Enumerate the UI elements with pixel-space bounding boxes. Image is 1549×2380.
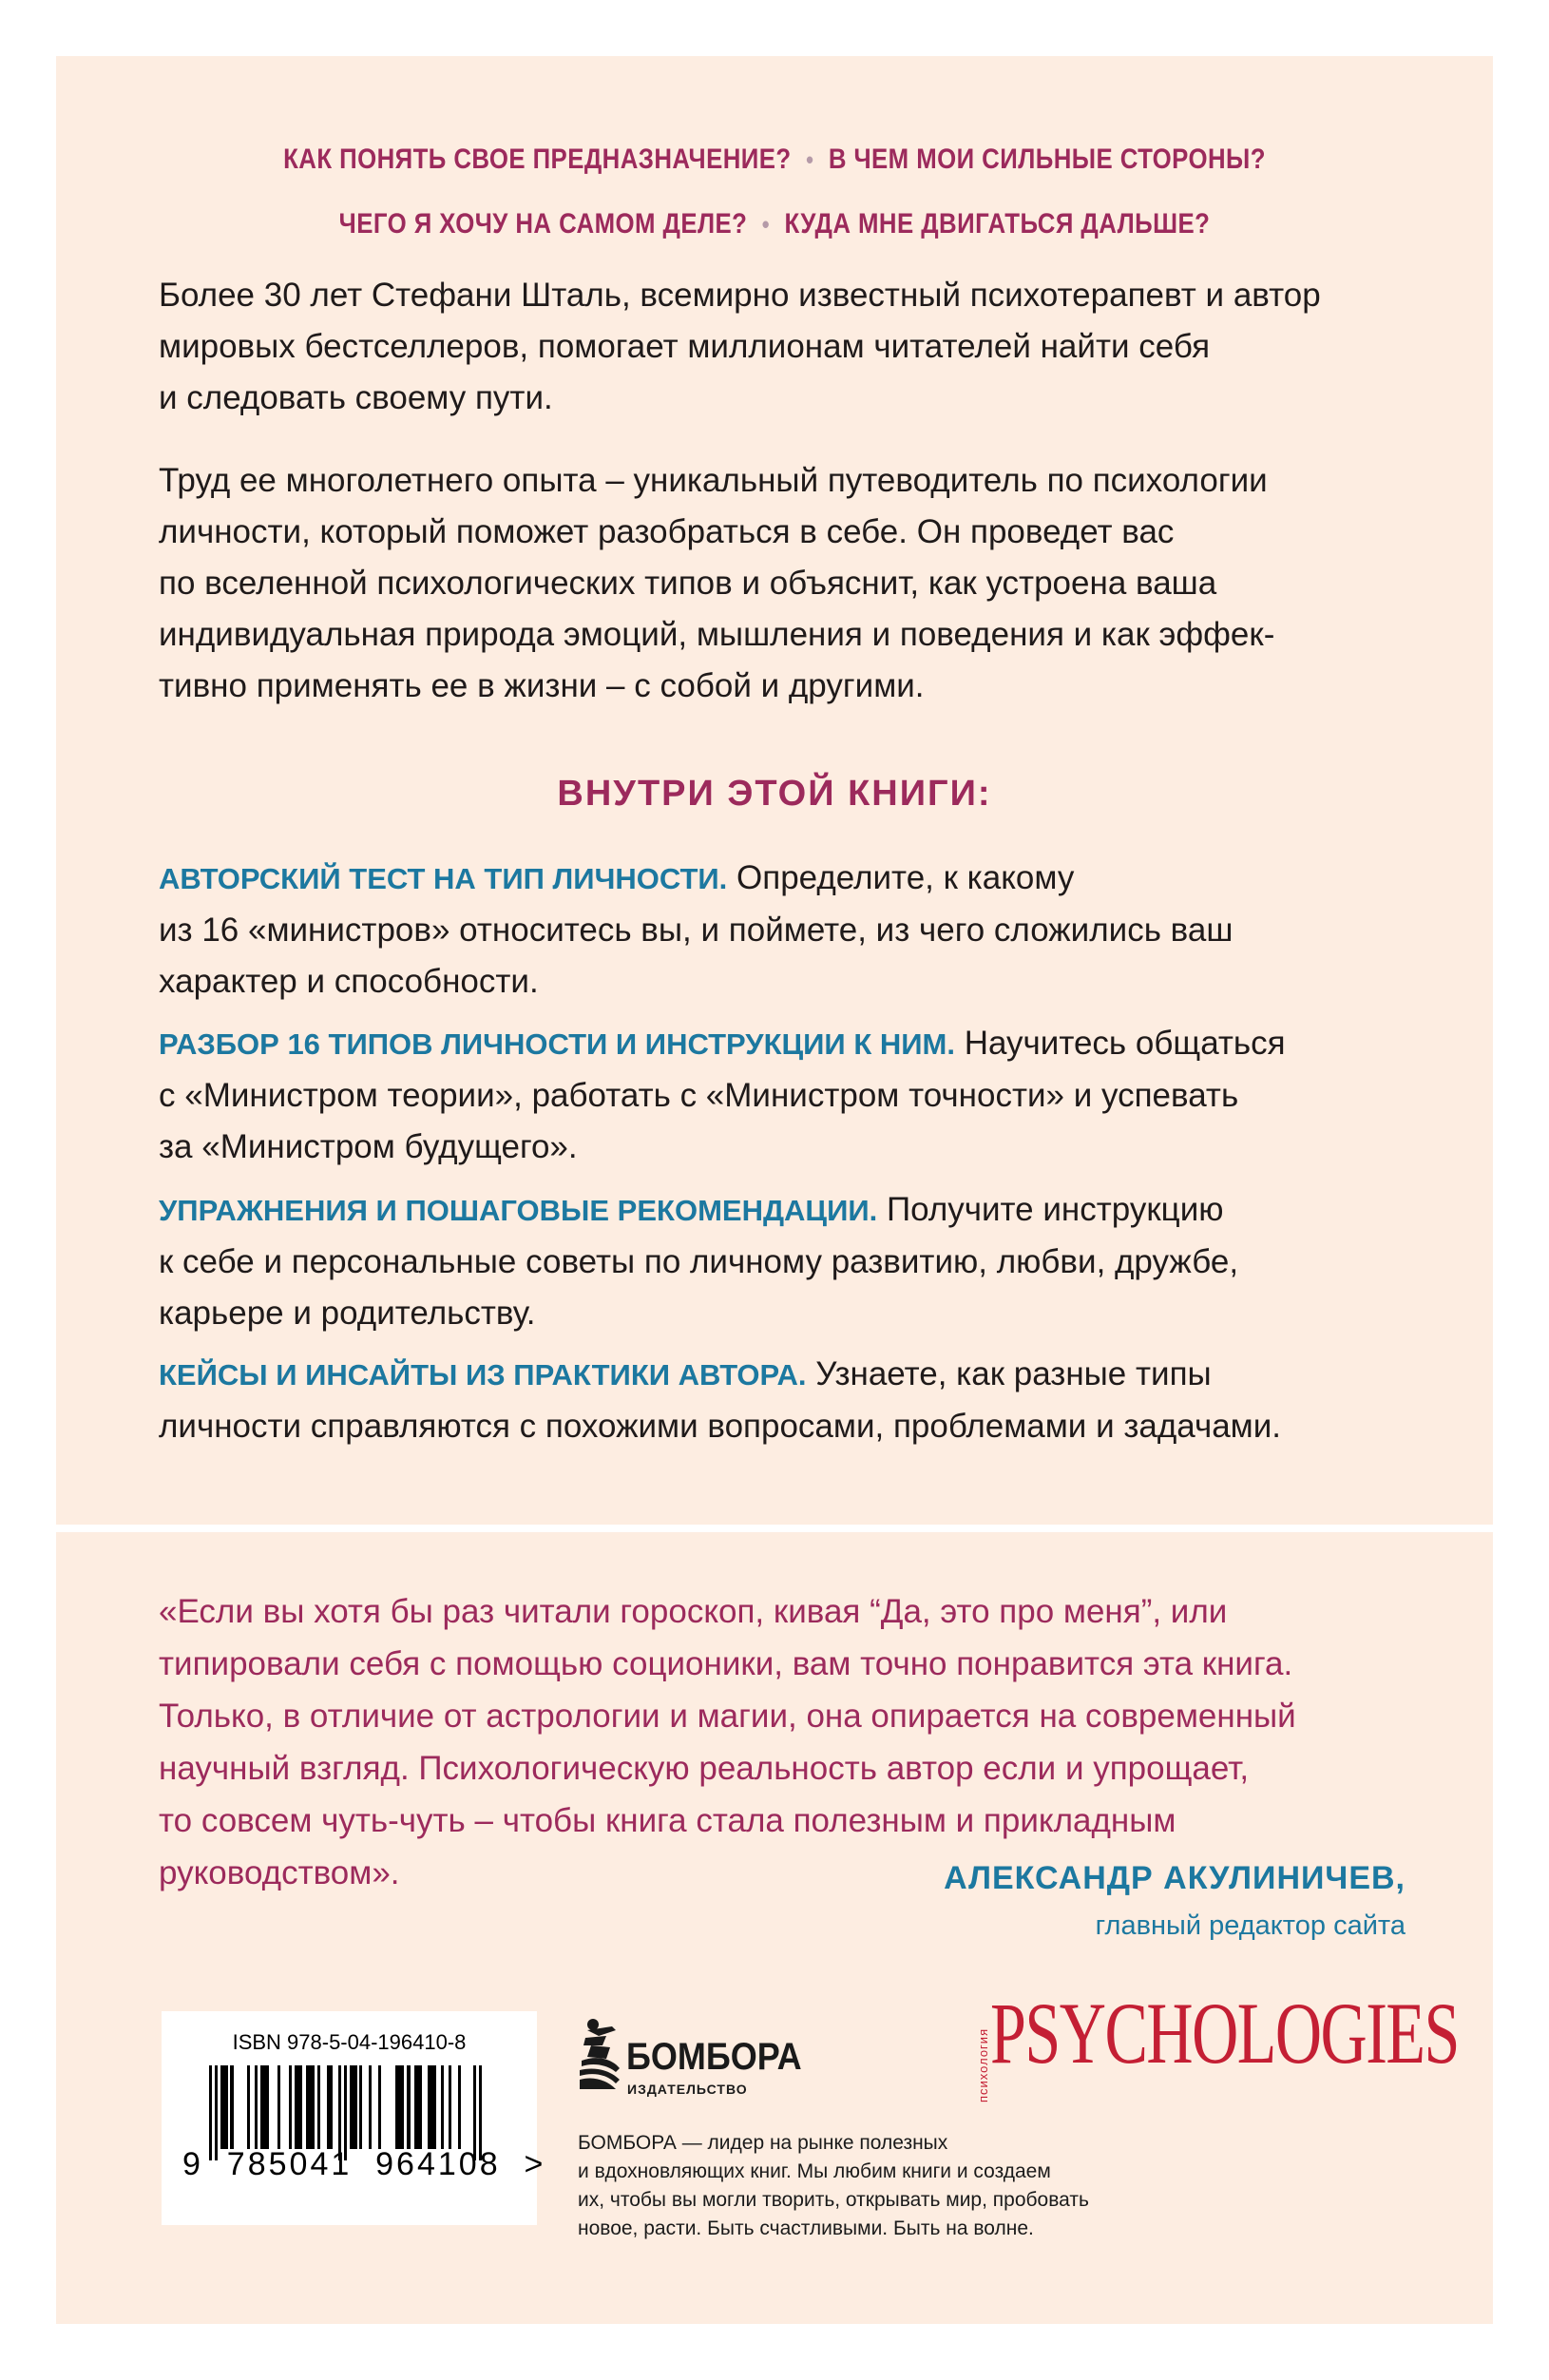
question-wants: ЧЕГО Я ХОЧУ НА САМОМ ДЕЛЕ? bbox=[338, 208, 748, 240]
text-line: БОМБОРА — лидер на рынке полезных bbox=[578, 2132, 948, 2154]
feature-personality-test bbox=[159, 853, 1451, 1008]
text-line: характер и способности. bbox=[159, 963, 539, 1000]
separator-dot: • bbox=[806, 145, 814, 174]
isbn-number: ISBN 978-5-04-196410-8 bbox=[232, 2030, 467, 2054]
book-back-cover-bottom-panel bbox=[56, 1532, 1493, 2324]
feature-lead: АВТОРСКИЙ ТЕСТ НА ТИП ЛИЧНОСТИ. bbox=[159, 862, 728, 895]
text-line: карьере и родительству. bbox=[159, 1295, 536, 1332]
text-line: личности, который поможет разобраться в себе. Он проведет вас bbox=[159, 513, 1175, 550]
text-line: и следовать своему пути. bbox=[159, 379, 553, 416]
text-line: личности справляются с похожими вопросами, проблемами и задачами. bbox=[159, 1408, 1282, 1445]
questions-row-1 bbox=[157, 144, 1392, 176]
question-purpose: КАК ПОНЯТЬ СВОЕ ПРЕДНАЗНАЧЕНИЕ? bbox=[283, 144, 792, 175]
text-line: научный взгляд. Психологическую реальность автор если и упрощает, bbox=[159, 1750, 1250, 1787]
text-line: руководством». bbox=[159, 1854, 400, 1891]
feature-lead: УПРАЖНЕНИЯ И ПОШАГОВЫЕ РЕКОМЕНДАЦИИ. bbox=[159, 1194, 878, 1227]
text: Узнаете, как разные типы bbox=[806, 1355, 1212, 1392]
review-author-name: АЛЕКСАНДР АКУЛИНИЧЕВ, bbox=[944, 1860, 1406, 1896]
intro-paragraph-2 bbox=[159, 455, 1432, 712]
text-line: тивно применять ее в жизни – с собой и другими. bbox=[159, 667, 925, 704]
feature-lead: КЕЙСЫ И ИНСАЙТЫ ИЗ ПРАКТИКИ АВТОРА. bbox=[159, 1358, 807, 1392]
barcode-digits: 9 785041 964108 > bbox=[182, 2146, 546, 2182]
feature-cases bbox=[159, 1349, 1451, 1452]
text-line: Только, в отличие от астрологии и магии, она опирается на современный bbox=[159, 1698, 1296, 1735]
text-line: новое, расти. Быть счастливыми. Быть на волне. bbox=[578, 2217, 1034, 2239]
intro-paragraph-1 bbox=[159, 270, 1432, 424]
psychologies-vertical-label: психология bbox=[976, 2027, 990, 2102]
question-direction: КУДА МНЕ ДВИГАТЬСЯ ДАЛЬШЕ? bbox=[784, 208, 1211, 240]
text-line: мировых бестселлеров, помогает миллионам читателей найти себя bbox=[159, 328, 1211, 365]
text: Научитесь общаться bbox=[954, 1025, 1286, 1062]
text-line: из 16 «министров» относитесь вы, и поймете, из чего сложились ваш bbox=[159, 912, 1233, 949]
question-strengths: В ЧЕМ МОИ СИЛЬНЫЕ СТОРОНЫ? bbox=[828, 144, 1266, 175]
text-line: Труд ее многолетнего опыта – уникальный путеводитель по психологии bbox=[159, 462, 1268, 499]
publisher-description bbox=[578, 2129, 1110, 2243]
text: Определите, к какому bbox=[727, 859, 1075, 896]
text-line: индивидуальная природа эмоций, мышления и поведения и как эффек- bbox=[159, 616, 1275, 653]
text-line: с «Министром теории», работать с «Министром точности» и успевать bbox=[159, 1077, 1239, 1114]
questions-row-2 bbox=[157, 208, 1392, 240]
review-author-role: главный редактор сайта bbox=[1095, 1910, 1406, 1941]
text-line: типировали себя с помощью соционики, вам точно понравится эта книга. bbox=[159, 1645, 1293, 1682]
text-line: к себе и персональные советы по личному развитию, любви, дружбе, bbox=[159, 1243, 1239, 1280]
text-line: «Если вы хотя бы раз читали гороскоп, кивая “Да, это про меня”, или bbox=[159, 1593, 1228, 1630]
book-back-cover-top-panel bbox=[56, 56, 1493, 1525]
text-line: по вселенной психологических типов и объяснит, как устроена ваша bbox=[159, 565, 1217, 602]
isbn-barcode bbox=[162, 2011, 546, 2225]
text-line: Более 30 лет Стефани Шталь, всемирно известный психотерапевт и автор bbox=[159, 277, 1321, 314]
feature-16-types bbox=[159, 1018, 1451, 1173]
feature-exercises bbox=[159, 1184, 1451, 1339]
text-line: и вдохновляющих книг. Мы любим книги и создаем bbox=[578, 2160, 1051, 2182]
bombora-logo-text: БОМБОРА bbox=[626, 2036, 802, 2078]
bombora-logo-subtitle: ИЗДАТЕЛЬСТВО bbox=[627, 2082, 748, 2097]
separator-dot: • bbox=[761, 210, 771, 239]
bombora-wave-rider-icon bbox=[578, 2017, 623, 2091]
text: Получите инструкцию bbox=[877, 1191, 1224, 1228]
inside-book-heading: ВНУТРИ ЭТОЙ КНИГИ: bbox=[557, 774, 992, 814]
text-line: их, чтобы вы могли творить, открывать мир, пробовать bbox=[578, 2189, 1089, 2211]
psychologies-logo: PSYCHOLOGIES bbox=[990, 1985, 1459, 2082]
text-line: то совсем чуть-чуть – чтобы книга стала полезным и прикладным bbox=[159, 1802, 1176, 1839]
review-quote bbox=[159, 1585, 1451, 1899]
feature-lead: РАЗБОР 16 ТИПОВ ЛИЧНОСТИ И ИНСТРУКЦИИ К НИМ. bbox=[159, 1027, 955, 1061]
text-line: за «Министром будущего». bbox=[159, 1128, 578, 1165]
